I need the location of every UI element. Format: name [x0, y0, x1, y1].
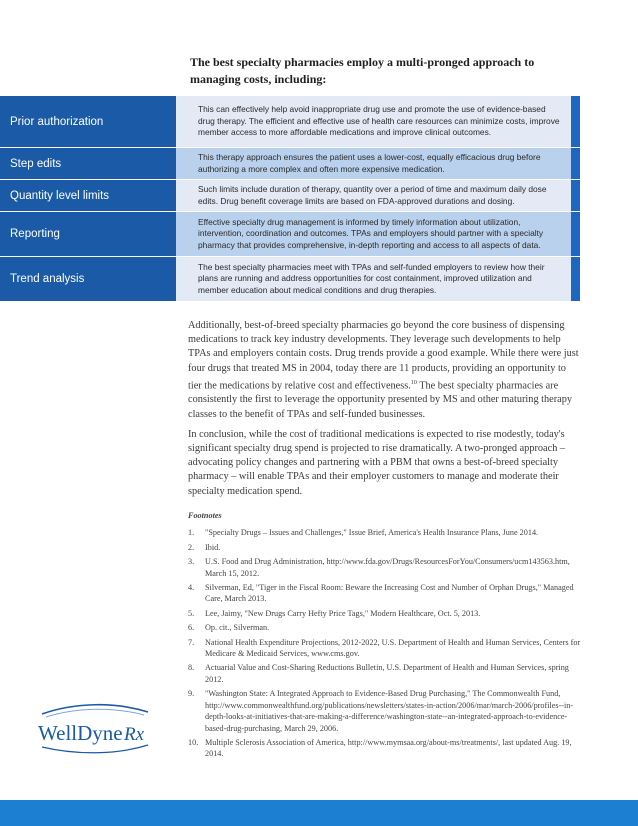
footnote-item: 6. Op. cit., Silverman.	[188, 623, 270, 633]
row-description: The best specialty pharmacies meet with TPAs and self-funded employers to review how their plans are running and address opportunities for cost containment, improved utilization and member education about medical conditions and drug therapies.	[176, 257, 571, 302]
footnote-item: 4. Silverman, Ed, "Tiger in the Fiscal Room: Beware the Increasing Cost and Number of Orphan Drugs," Managed Care, March 2013.	[188, 583, 574, 604]
footnote-item: 2. Ibid.	[188, 542, 221, 552]
accent-bar	[571, 212, 580, 257]
body-paragraph-1: Additionally, best-of-breed specialty pharmacies go beyond the core business of dispensing medications to track key industry developments. They leverage such developments to help TPAs and employers contain costs. Drug trends provide a good example. While there were just four drugs that treated MS in 2004, today there are 11 products, providing an opportunity to tier the medications by relative cost and effectiveness.$^{10}$ The best specialty pharmacies are consistently the first to leverage the opportunity presented by MS and other maturing therapy classes to the benefit of TPAs and self-funded businesses.	[188, 320, 579, 420]
logo-rx-text: Rx	[124, 724, 145, 745]
footnote-item: 3. U.S. Food and Drug Administration, http://www.fda.gov/Drugs/ResourcesForYou/Consumers/ucm143563.htm, March 15, 2012.	[188, 557, 570, 578]
row-label: Trend analysis	[0, 257, 176, 302]
section-heading: The best specialty pharmacies employ a multi-pronged approach to managing costs, including:	[190, 55, 535, 86]
accent-bar	[571, 96, 580, 148]
footnote-item: 7. National Health Expenditure Projections, 2012-2022, U.S. Department of Health and Human Services, Centers for Medicare & Medicaid Services, www.cms.gov.	[188, 637, 581, 659]
logo-text: WellDyne	[38, 721, 123, 745]
body-paragraph-2: In conclusion, while the cost of traditional medications is expected to rise modestly, today's significant specialty drug spend is projected to rise dramatically. A two-pronged approach – advocating policy changes and partnering with a PBM that owns a best-of-breed specialty pharmacy – will enable TPAs and their employer customers to manage and moderate their specialty medication spend.	[188, 428, 566, 497]
footnote-item: 8. Actuarial Value and Cost-Sharing Reductions Bulletin, U.S. Department of Health and Human Services, spring 2012.	[188, 663, 569, 684]
row-label: Step edits	[0, 148, 176, 180]
logo-icon	[36, 700, 156, 755]
row-label: Prior authorization	[0, 96, 176, 148]
accent-bar	[571, 148, 580, 180]
row-label: Reporting	[0, 212, 176, 257]
body-text	[188, 319, 582, 505]
table-row-prior-authorization	[0, 96, 580, 148]
footnotes	[188, 510, 588, 763]
footnote-item: 5. Lee, Jaimy, "New Drugs Carry Hefty Price Tags," Modern Healthcare, Oct. 5, 2013.	[188, 608, 481, 618]
footnote-item: 10. Multiple Sclerosis Association of America, http://www.mymsaa.org/about-ms/treatments/, last updated Aug. 19, 2014.	[188, 737, 572, 759]
footer-bar	[0, 800, 638, 826]
table-row-quantity-level-limits	[0, 180, 580, 212]
row-description: This can effectively help avoid inappropriate drug use and promote the use of evidence-based drug therapy. The efficient and effective use of health care resources can minimize costs, improve member access to more affordable medications and improve clinical outcomes.	[176, 96, 571, 148]
footnote-ref: 10	[410, 379, 417, 386]
table-row-trend-analysis	[0, 257, 580, 302]
accent-bar	[571, 257, 580, 302]
row-description: This therapy approach ensures the patient uses a lower-cost, equally efficacious drug before authorizing a more complex and often more expensive medication.	[176, 148, 571, 180]
welldyne-rx-logo	[36, 700, 156, 755]
row-label: Quantity level limits	[0, 180, 176, 212]
footnote-item: 1. "Specialty Drugs – Issues and Challenges," Issue Brief, America's Health Insurance Plans, June 2014.	[188, 528, 539, 538]
footnote-list	[188, 527, 588, 759]
approach-table	[0, 96, 580, 302]
footnotes-title: Footnotes	[188, 511, 222, 520]
footnote-item: 9. "Washington State: A Integrated Approach to Evidence-Based Drug Purchasing," The Commonwealth Fund, http://www.commonwealthfund.org/publications/newsletters/states-in-action/2006/mar/march-2006/profiles--in-depth-looks-at-initiatives-that-are-making-a-difference/washington-state--an-integrated-approach-to-evidence-based-drug-purchasing, March 29, 2006.	[188, 689, 574, 733]
accent-bar	[571, 180, 580, 212]
row-description: Such limits include duration of therapy, quantity over a period of time and maximum daily dose edits. Drug benefit coverage limits are based on FDA-approved durations and dosing.	[176, 180, 571, 212]
row-description: Effective specialty drug management is informed by timely information about utilization, intervention, coordination and outcomes. TPAs and employers should partner with a specialty pharmacy that provides comprehensive, in-depth reporting and access to all aspects of data.	[176, 212, 571, 257]
table-row-reporting	[0, 212, 580, 257]
table-row-step-edits	[0, 148, 580, 180]
